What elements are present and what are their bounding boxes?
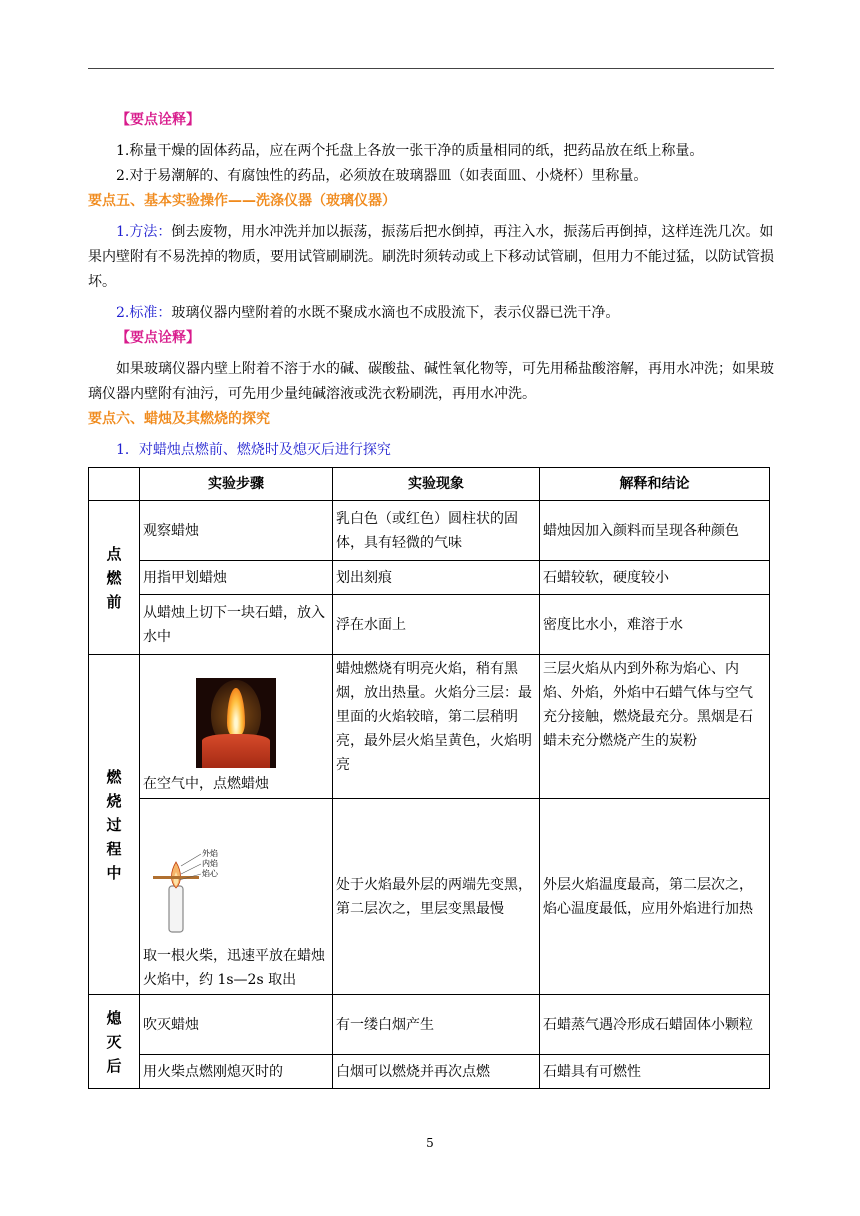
diagram-label-outer: 外焰 — [202, 849, 218, 858]
step-cell: 用指甲划蜡烛 — [140, 561, 333, 595]
table-header-step: 实验步骤 — [140, 468, 333, 501]
table-row — [89, 1055, 770, 1089]
table-header-phenomenon: 实验现象 — [333, 468, 540, 501]
page-content — [88, 108, 774, 1089]
page-number: 5 — [426, 1136, 434, 1150]
table-header-conclusion: 解释和结论 — [540, 468, 770, 501]
experiment-table — [88, 467, 770, 1089]
diagram-label-core: 焰心 — [202, 869, 218, 878]
conclusion-cell: 石蜡较软，硬度较小 — [540, 561, 770, 595]
tip-heading-2: 【要点诠释】 — [116, 330, 200, 346]
phenomenon-cell: 乳白色（或红色）圆柱状的固体，具有轻微的气味 — [333, 501, 540, 561]
table-row — [89, 655, 770, 799]
flame-layer-diagram — [143, 840, 233, 936]
phenomenon-cell: 浮在水面上 — [333, 595, 540, 655]
burning-candle-photo — [196, 678, 276, 768]
conclusion-cell: 石蜡具有可燃性 — [540, 1055, 770, 1089]
conclusion-cell: 蜡烛因加入颜料而呈现各种颜色 — [540, 501, 770, 561]
phenomenon-cell: 划出刻痕 — [333, 561, 540, 595]
group-label-after — [89, 995, 140, 1089]
table-header-group — [89, 468, 140, 501]
table-row — [89, 595, 770, 655]
conclusion-cell: 密度比水小，难溶于水 — [540, 595, 770, 655]
step-cell: 从蜡烛上切下一块石蜡，放入水中 — [140, 595, 333, 655]
group-text: 点燃前 — [106, 544, 122, 611]
phenomenon-cell: 有一缕白烟产生 — [333, 995, 540, 1055]
tip-paragraph-2: 如果玻璃仪器内壁上附着不溶于水的碱、碳酸盐、碱性氧化物等，可先用稀盐酸溶解，再用水冲洗；如果玻璃仪器内壁附有油污，可先用少量纯碱溶液或洗衣粉刷洗，再用水冲洗。 — [88, 361, 774, 402]
conclusion-cell: 石蜡蒸气遇冷形成石蜡固体小颗粒 — [540, 995, 770, 1055]
step-cell: 用火柴点燃刚熄灭时的 — [140, 1055, 333, 1089]
group-text: 熄灭后 — [106, 1008, 122, 1075]
header-rule — [88, 68, 774, 69]
table-row — [89, 501, 770, 561]
candle-icon — [202, 734, 270, 768]
step-cell — [140, 799, 333, 995]
conclusion-cell: 三层火焰从内到外称为焰心、内焰、外焰，外焰中石蜡气体与空气充分接触，燃烧最充分。黑烟是石蜡未充分燃烧产生的炭粉 — [540, 655, 770, 799]
step-cell: 吹灭蜡烛 — [140, 995, 333, 1055]
table-row — [89, 561, 770, 595]
group-text: 燃烧过程中 — [106, 767, 122, 882]
tip-line-1: 1.称量干燥的固体药品，应在两个托盘上各放一张干净的质量相同的纸，把药品放在纸上称量。 — [116, 143, 704, 159]
table-row — [89, 799, 770, 995]
label-line — [181, 864, 201, 874]
section-6-heading: 要点六、蜡烛及其燃烧的探究 — [88, 411, 270, 427]
conclusion-cell: 外层火焰温度最高，第二层次之，焰心温度最低，应用外焰进行加热 — [540, 799, 770, 995]
diagram-label-inner: 内焰 — [202, 859, 218, 868]
step-cell: 观察蜡烛 — [140, 501, 333, 561]
step-cell — [140, 655, 333, 799]
label-line — [181, 854, 201, 866]
table-row — [89, 995, 770, 1055]
standard-paragraph: 2.标准：玻璃仪器内壁附着的水既不聚成水滴也不成股流下，表示仪器已洗干净。 — [116, 305, 620, 321]
candle-shape — [169, 886, 183, 932]
step-text: 取一根火柴，迅速平放在蜡烛火焰中，约 1s—2s 取出 — [143, 948, 325, 988]
group-label-burning — [89, 655, 140, 995]
method-paragraph: 1.方法：倒去废物，用水冲洗并加以振荡，振荡后把水倒掉，再注入水，振荡后再倒掉，这样连洗几次。如果内壁附有不易洗掉的物质，要用试管刷刷洗。刷洗时须转动或上下移动试管刷，但用力不能过猛，以防试管损坏。 — [88, 224, 774, 290]
group-label-before — [89, 501, 140, 655]
step-text: 在空气中，点燃蜡烛 — [143, 776, 269, 792]
tip-heading: 【要点诠释】 — [116, 112, 200, 128]
phenomenon-cell: 蜡烛燃烧有明亮火焰，稍有黑烟，放出热量。火焰分三层：最里面的火焰较暗，第二层稍明亮，最外层火焰呈黄色，火焰明亮 — [333, 655, 540, 799]
phenomenon-cell: 处于火焰最外层的两端先变黑，第二层次之，里层变黑最慢 — [333, 799, 540, 995]
phenomenon-cell: 白烟可以燃烧并再次点燃 — [333, 1055, 540, 1089]
tip-line-2: 2.对于易潮解的、有腐蚀性的药品，必须放在玻璃器皿（如表面皿、小烧杯）里称量。 — [116, 168, 648, 184]
section-5-heading: 要点五、基本实验操作——洗涤仪器（玻璃仪器） — [88, 193, 396, 209]
section-6-sub-1: 1．对蜡烛点燃前、燃烧时及熄灭后进行探究 — [116, 442, 391, 458]
table-header-row — [89, 468, 770, 501]
